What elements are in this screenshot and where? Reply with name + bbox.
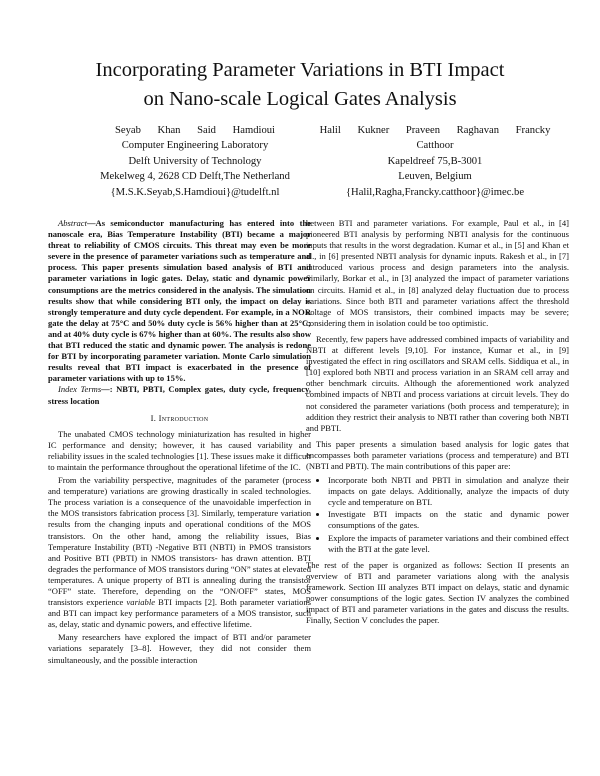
address-left: Mekelweg 4, 2628 CD Delft,The Netherland xyxy=(100,171,290,183)
address-right: Kapeldreef 75,B-3001 xyxy=(387,155,483,167)
abstract-label: Abstract xyxy=(58,218,87,228)
email-left: {M.S.K.Seyab,S.Hamdioui}@tudelft.nl xyxy=(110,186,280,198)
intro-paragraph-1: The unabated CMOS technology miniaturization has resulted in higher IC performance and density; however, it has caused variability and reliability issues in the scaled technologies [1]. These issues make it difficult to maintain the performance throughout the operational lifetime of the IC. xyxy=(48,428,311,472)
index-terms-label: Index Terms xyxy=(58,384,102,395)
lab-name: Computer Engineering Laboratory xyxy=(121,140,269,152)
title-line-1: Incorporating Parameter Variations in BTI Impact xyxy=(95,59,505,81)
list-item: • Explore the impacts of parameter variations and their combined effect with the BTI at the gate level. xyxy=(328,533,569,555)
intro-paragraph-2-part-a: From the variability perspective, magnitudes of the parameter (process and temperature) variations are growing drastically in scaled technologies. The process variation is a consequence of the unavoidable imperfection in the MOS transistors fabrication process [3]. Similarly, temperature variation results from the changing inputs and operational conditions of the MOS transistors. On the other hand, among the reliability issues, Bias Temperature Instability (BTI) -Negative BTI (NBTI) in PMOS transistors and Positive BTI (PBTI) in NMOS transistors- has drawn attention. BTI degrades the performance of MOS transistors during “ON” states at elevated temperatures. A unique property of BTI is annealing during the transistor “OFF” state. Therefore, depending on the “ON/OFF” states, MOS transistors experience xyxy=(48,475,311,608)
section-heading-introduction: I. Introduction xyxy=(150,412,209,423)
intro-paragraph-7: The rest of the paper is organized as follows: Section II presents an overview of BTI and parameter variations along with the analysis framework. Section III analyzes BTI impact on delays, static and dynamic power consumptions of the logic gates. Section IV analyzes the combined impact of BTI and parameter variations in the gates and discuss the results. Finally, Section V concludes the paper. xyxy=(306,559,569,626)
intro-paragraph-2-part-b: BTI impacts [2]. Both parameter variations and BTI can impact key performance parameters of a MOS transistor, such as, delay, static and dynamic powers, and effective lifetime. xyxy=(48,597,311,630)
intro-paragraph-6: This paper presents a simulation based analysis for logic gates that encompasses both parameter variations (process and temperature) and BTI (NBTI and PBTI). The main contributions of this paper are: xyxy=(306,438,569,471)
intro-paragraph-5: Recently, few papers have addressed combined impacts of variability and NBTI at different levels [9,10]. For instance, Kumar et al., in [9] investigated the effect in ring oscillators and SRAM cells. Siddiqua et al., in [10] explored both NBTI and process variation in an SRAM cell array and other benchmark circuits. Although the aforementioned work analyzed combined impacts of NBTI and process variations at circuit levels. They do not considered the parameter variations (both process and temperature); in addition they restrict their analysis to NBTI rather than covering both NBTI and PBTI. xyxy=(306,333,569,433)
authors-right: Halil Kukner Praveen Raghavan Francky Catthoor xyxy=(319,125,551,152)
affiliation-right xyxy=(300,123,570,200)
paper-title xyxy=(0,56,600,114)
intro-paragraph-2 xyxy=(48,475,311,630)
university-name: Delft University of Technology xyxy=(128,155,262,167)
index-terms-text: —: NBTI, PBTI, Complex gates, duty cycle, frequency, stress location xyxy=(48,384,311,406)
authors-left: Seyab Khan Said Hamdioui xyxy=(115,125,275,136)
list-item: • Incorporate both NBTI and PBTI in simulation and analyze their impacts on gate delays. Additionally, analyze the impacts of duty cycle and temperature on BTI. xyxy=(328,475,569,508)
intro-paragraph-3: Many researchers have explored the impact of BTI and/or parameter variations separately [3–8]. However, they did not consider them simultaneously, and the possible interaction xyxy=(48,632,311,665)
contributions-list xyxy=(306,475,569,555)
index-terms xyxy=(48,384,311,406)
list-item: • Investigate BTI impacts on the static and dynamic power consumptions of the gates. xyxy=(328,509,569,531)
title-line-2: on Nano-scale Logical Gates Analysis xyxy=(143,88,457,110)
emphasis-variable: variable xyxy=(126,597,155,608)
intro-paragraph-4: between BTI and parameter variations. For example, Paul et al., in [4] pioneered BTI analysis by performing NBTI analysis for the continuous inputs that results in the worst degradation. Kumar et al., in [5] and Khan et al., in [6] presented NBTI analysis for dynamic inputs. Rakesh et al., in [7] introduced various process and design parameters into the analysis. Similarly, Borkar et al., in [3] analyzed the impact of parameter variations on circuits. Hamid et al., in [8] analyzed delay fluctuation due to process variations. Since both BTI and parameter variations affect the threshold voltage of MOS transistors, their combined impacts may be severe; considering them in isolation could be too optimistic. xyxy=(306,218,569,328)
city-right: Leuven, Belgium xyxy=(398,171,472,183)
abstract-text: —As semiconductor manufacturing has entered into the nanoscale era, Bias Temperature Instability (BTI) became a major threat to reliability of CMOS circuits. This threat may even be more severe in the presence of parameter variations such as temperature and process. This paper presents simulation based analysis of BTI and parameter variations in logic gates. Delay, static and dynamic power consumptions are the metrics considered in the analysis. The simulation results show that while considering BTI only, the impact on delay is strongly temperature and duty cycle dependent. For example, in a NOR gate the delay at 75°C and 50% duty cycle is 56% higher than at 25°C; and at 40% duty cycle is 67% higher than at 60%. The results also show that BTI reduced the static and dynamic power. The analysis is redone for BTI by incorporating parameter variation. Monte Carlo simulation results reveal that BTI impact is exacerbated in the presence of parameter variations with up to 15%. xyxy=(48,218,311,384)
email-right: {Halil,Ragha,Francky.catthoor}@imec.be xyxy=(345,186,525,198)
abstract xyxy=(48,218,311,384)
right-column xyxy=(306,218,569,628)
affiliation-left xyxy=(70,123,320,200)
left-column xyxy=(48,218,311,668)
